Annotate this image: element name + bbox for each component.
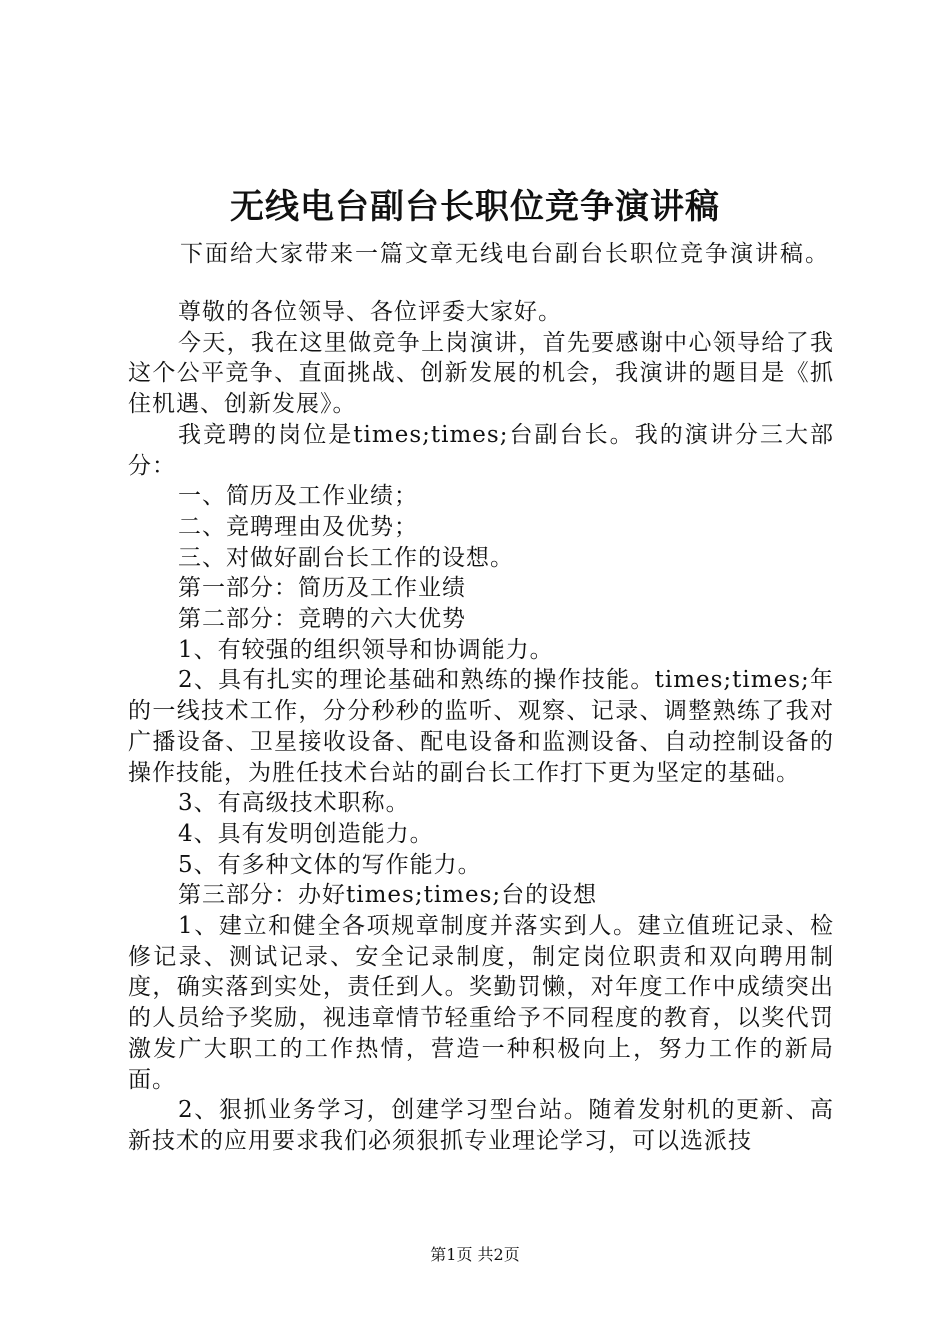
paragraph: 3、有高级技术职称。 <box>178 790 410 817</box>
paragraph: 尊敬的各位领导、各位评委大家好。 <box>178 299 562 325</box>
paragraph: 第二部分：竞聘的六大优势 <box>178 606 466 633</box>
paragraph: 1、建立和健全各项规章制度并落实到人。建立值班记录、检修记录、测试记录、安全记录制度，制定岗位职责和双向聘用制度，确实落到实处，责任到人。奖勤罚懒，对年度工作中成绩突出的人员给予奖励，视违章情节轻重给予不同程度的教育，以奖代罚激发广大职工的工作热情，营造一种积极向上，努力工作的新局面。 <box>128 913 834 1093</box>
paragraph: 2、具有扎实的理论基础和熟练的操作技能。times;times;年的一线技术工作，分分秒秒的监听、观察、记录、调整熟练了我对广播设备、卫星接收设备、配电设备和监测设备、自动控制设备的操作技能，为胜任技术台站的副台长工作打下更为坚定的基础。 <box>128 667 834 786</box>
page-footer: 第1页 共2页 <box>430 1245 520 1264</box>
document-title: 无线电台副台长职位竞争演讲稿 <box>230 187 720 227</box>
paragraph: 二、竞聘理由及优势； <box>178 513 418 540</box>
document-body <box>128 297 834 1157</box>
paragraph: 2、狠抓业务学习，创建学习型台站。随着发射机的更新、高新技术的应用要求我们必须狠抓专业理论学习，可以选派技 <box>128 1097 834 1154</box>
paragraph: 我竞聘的岗位是times;times;台副台长。我的演讲分三大部分： <box>128 421 834 479</box>
paragraph: 三、对做好副台长工作的设想。 <box>178 544 514 571</box>
paragraph: 一、简历及工作业绩； <box>178 483 418 510</box>
paragraph: 1、有较强的组织领导和协调能力。 <box>178 636 554 663</box>
paragraph: 5、有多种文体的写作能力。 <box>178 851 482 878</box>
paragraph: 今天，我在这里做竞争上岗演讲，首先要感谢中心领导给了我这个公平竞争、直面挑战、创新发展的机会，我演讲的题目是《抓住机遇、创新发展》。 <box>128 329 834 418</box>
paragraph: 第三部分：办好times;times;台的设想 <box>178 882 598 909</box>
intro-line: 下面给大家带来一篇文章无线电台副台长职位竞争演讲稿。 <box>180 241 830 267</box>
paragraph: 4、具有发明创造能力。 <box>178 820 434 847</box>
paragraph: 第一部分：简历及工作业绩 <box>178 575 466 602</box>
